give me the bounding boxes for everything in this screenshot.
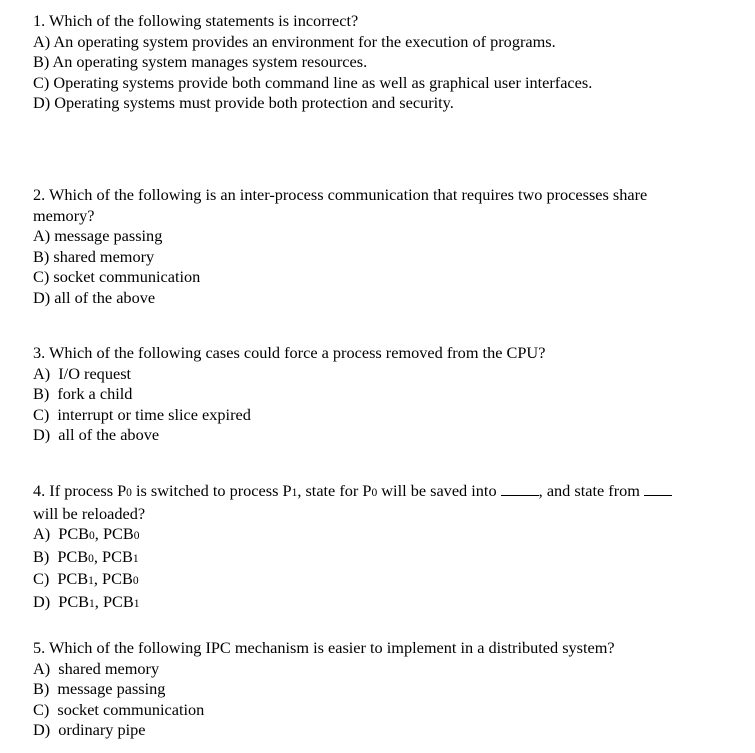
subscript: 0	[133, 530, 140, 543]
question-number: 1.	[33, 11, 46, 30]
option-text: interrupt or time slice expired	[57, 404, 251, 424]
option-text: socket communication	[57, 699, 205, 719]
question-4	[33, 481, 733, 615]
option-text: PCB	[58, 524, 90, 544]
option-c	[33, 569, 733, 592]
subscript: 0	[126, 487, 132, 499]
option-b	[33, 384, 733, 405]
question-stem	[33, 481, 733, 504]
question-number: 5.	[33, 638, 46, 657]
option-letter: B)	[33, 52, 50, 72]
option-text: PCB	[57, 546, 89, 566]
option-text: shared memory	[53, 246, 155, 266]
answer-blank-1	[501, 481, 539, 496]
option-letter: A)	[33, 226, 51, 246]
question-number: 3.	[33, 343, 46, 362]
option-text: I/O request	[58, 363, 132, 383]
answer-blank-2	[644, 481, 672, 496]
option-d	[33, 592, 733, 615]
subscript: 1	[88, 575, 94, 588]
option-letter: C)	[33, 699, 50, 719]
separator: ,	[93, 569, 103, 589]
option-letter: B)	[33, 679, 50, 699]
option-c	[33, 73, 733, 94]
option-letter: C)	[33, 404, 50, 424]
option-text: socket communication	[53, 267, 201, 287]
subscript: 1	[133, 597, 140, 610]
option-c	[33, 700, 733, 721]
question-stem	[33, 11, 733, 32]
option-text: PCB	[102, 569, 133, 589]
question-text: Which of the following statements is incorrect?	[49, 11, 359, 30]
option-text: PCB	[58, 591, 90, 611]
option-a	[33, 659, 733, 680]
option-b	[33, 52, 733, 73]
option-text: ordinary pipe	[58, 720, 146, 740]
option-d	[33, 93, 733, 114]
option-letter: B)	[33, 546, 50, 566]
option-text: Operating systems provide both command line as well as graphical user interfaces.	[53, 72, 593, 92]
option-letter: B)	[33, 384, 50, 404]
option-letter: D)	[33, 93, 51, 113]
question-text-part: is switched to process P	[131, 481, 292, 500]
option-text: shared memory	[58, 658, 160, 678]
question-stem	[33, 343, 733, 364]
option-d	[33, 288, 733, 309]
option-a	[33, 226, 733, 247]
subscript: 0	[89, 530, 95, 543]
question-text-part: If process P	[49, 481, 127, 500]
subscript: 1	[89, 597, 95, 610]
option-text: PCB	[102, 591, 134, 611]
option-letter: D)	[33, 591, 51, 611]
option-letter: C)	[33, 569, 50, 589]
question-stem	[33, 638, 733, 659]
question-1	[33, 11, 733, 114]
option-b	[33, 679, 733, 700]
option-letter: B)	[33, 246, 50, 266]
subscript: 1	[132, 552, 139, 565]
option-letter: A)	[33, 31, 51, 51]
subscript: 0	[371, 487, 378, 499]
option-text: message passing	[57, 679, 166, 699]
option-d	[33, 720, 733, 741]
option-a	[33, 364, 733, 385]
option-text: PCB	[102, 546, 133, 566]
question-stem-continued: will be reloaded?	[33, 503, 146, 523]
option-letter: A)	[33, 658, 51, 678]
option-letter: D)	[33, 720, 51, 740]
separator: ,	[94, 524, 103, 544]
subscript: 0	[132, 575, 139, 588]
question-stem-continued: memory?	[33, 205, 95, 225]
question-text: Which of the following IPC mechanism is easier to implement in a distributed system?	[49, 638, 615, 657]
separator: ,	[94, 591, 103, 611]
option-text: PCB	[102, 524, 134, 544]
option-letter: C)	[33, 267, 50, 287]
option-text: fork a child	[57, 384, 133, 404]
option-a	[33, 32, 733, 53]
question-text-part: will be saved into	[377, 481, 501, 500]
question-text: Which of the following is an inter-process communication that requires two processes share	[49, 185, 648, 204]
question-5	[33, 638, 733, 741]
option-b	[33, 547, 733, 570]
question-number: 2.	[33, 185, 46, 204]
option-letter: C)	[33, 72, 50, 92]
option-c	[33, 267, 733, 288]
option-text: An operating system provides an environment for the execution of programs.	[53, 31, 556, 51]
option-text: all of the above	[58, 425, 160, 445]
question-2	[33, 185, 733, 309]
option-letter: D)	[33, 287, 51, 307]
question-stem	[33, 185, 733, 206]
option-text: PCB	[57, 569, 89, 589]
question-text-part: , state for P	[297, 481, 372, 500]
question-3	[33, 343, 733, 446]
subscript: 1	[291, 487, 298, 499]
option-text: Operating systems must provide both protection and security.	[54, 93, 454, 113]
option-d	[33, 425, 733, 446]
option-b	[33, 247, 733, 268]
option-text: An operating system manages system resources.	[52, 52, 368, 72]
question-number: 4.	[33, 481, 46, 500]
option-letter: A)	[33, 524, 51, 544]
option-c	[33, 405, 733, 426]
option-a	[33, 524, 733, 547]
option-text: all of the above	[54, 287, 156, 307]
option-text: message passing	[54, 226, 163, 246]
separator: ,	[93, 546, 103, 566]
subscript: 0	[88, 552, 94, 565]
option-letter: D)	[33, 425, 51, 445]
question-text: Which of the following cases could force a process removed from the CPU?	[49, 343, 546, 362]
question-text-part: , and state from	[538, 481, 645, 500]
option-letter: A)	[33, 363, 51, 383]
